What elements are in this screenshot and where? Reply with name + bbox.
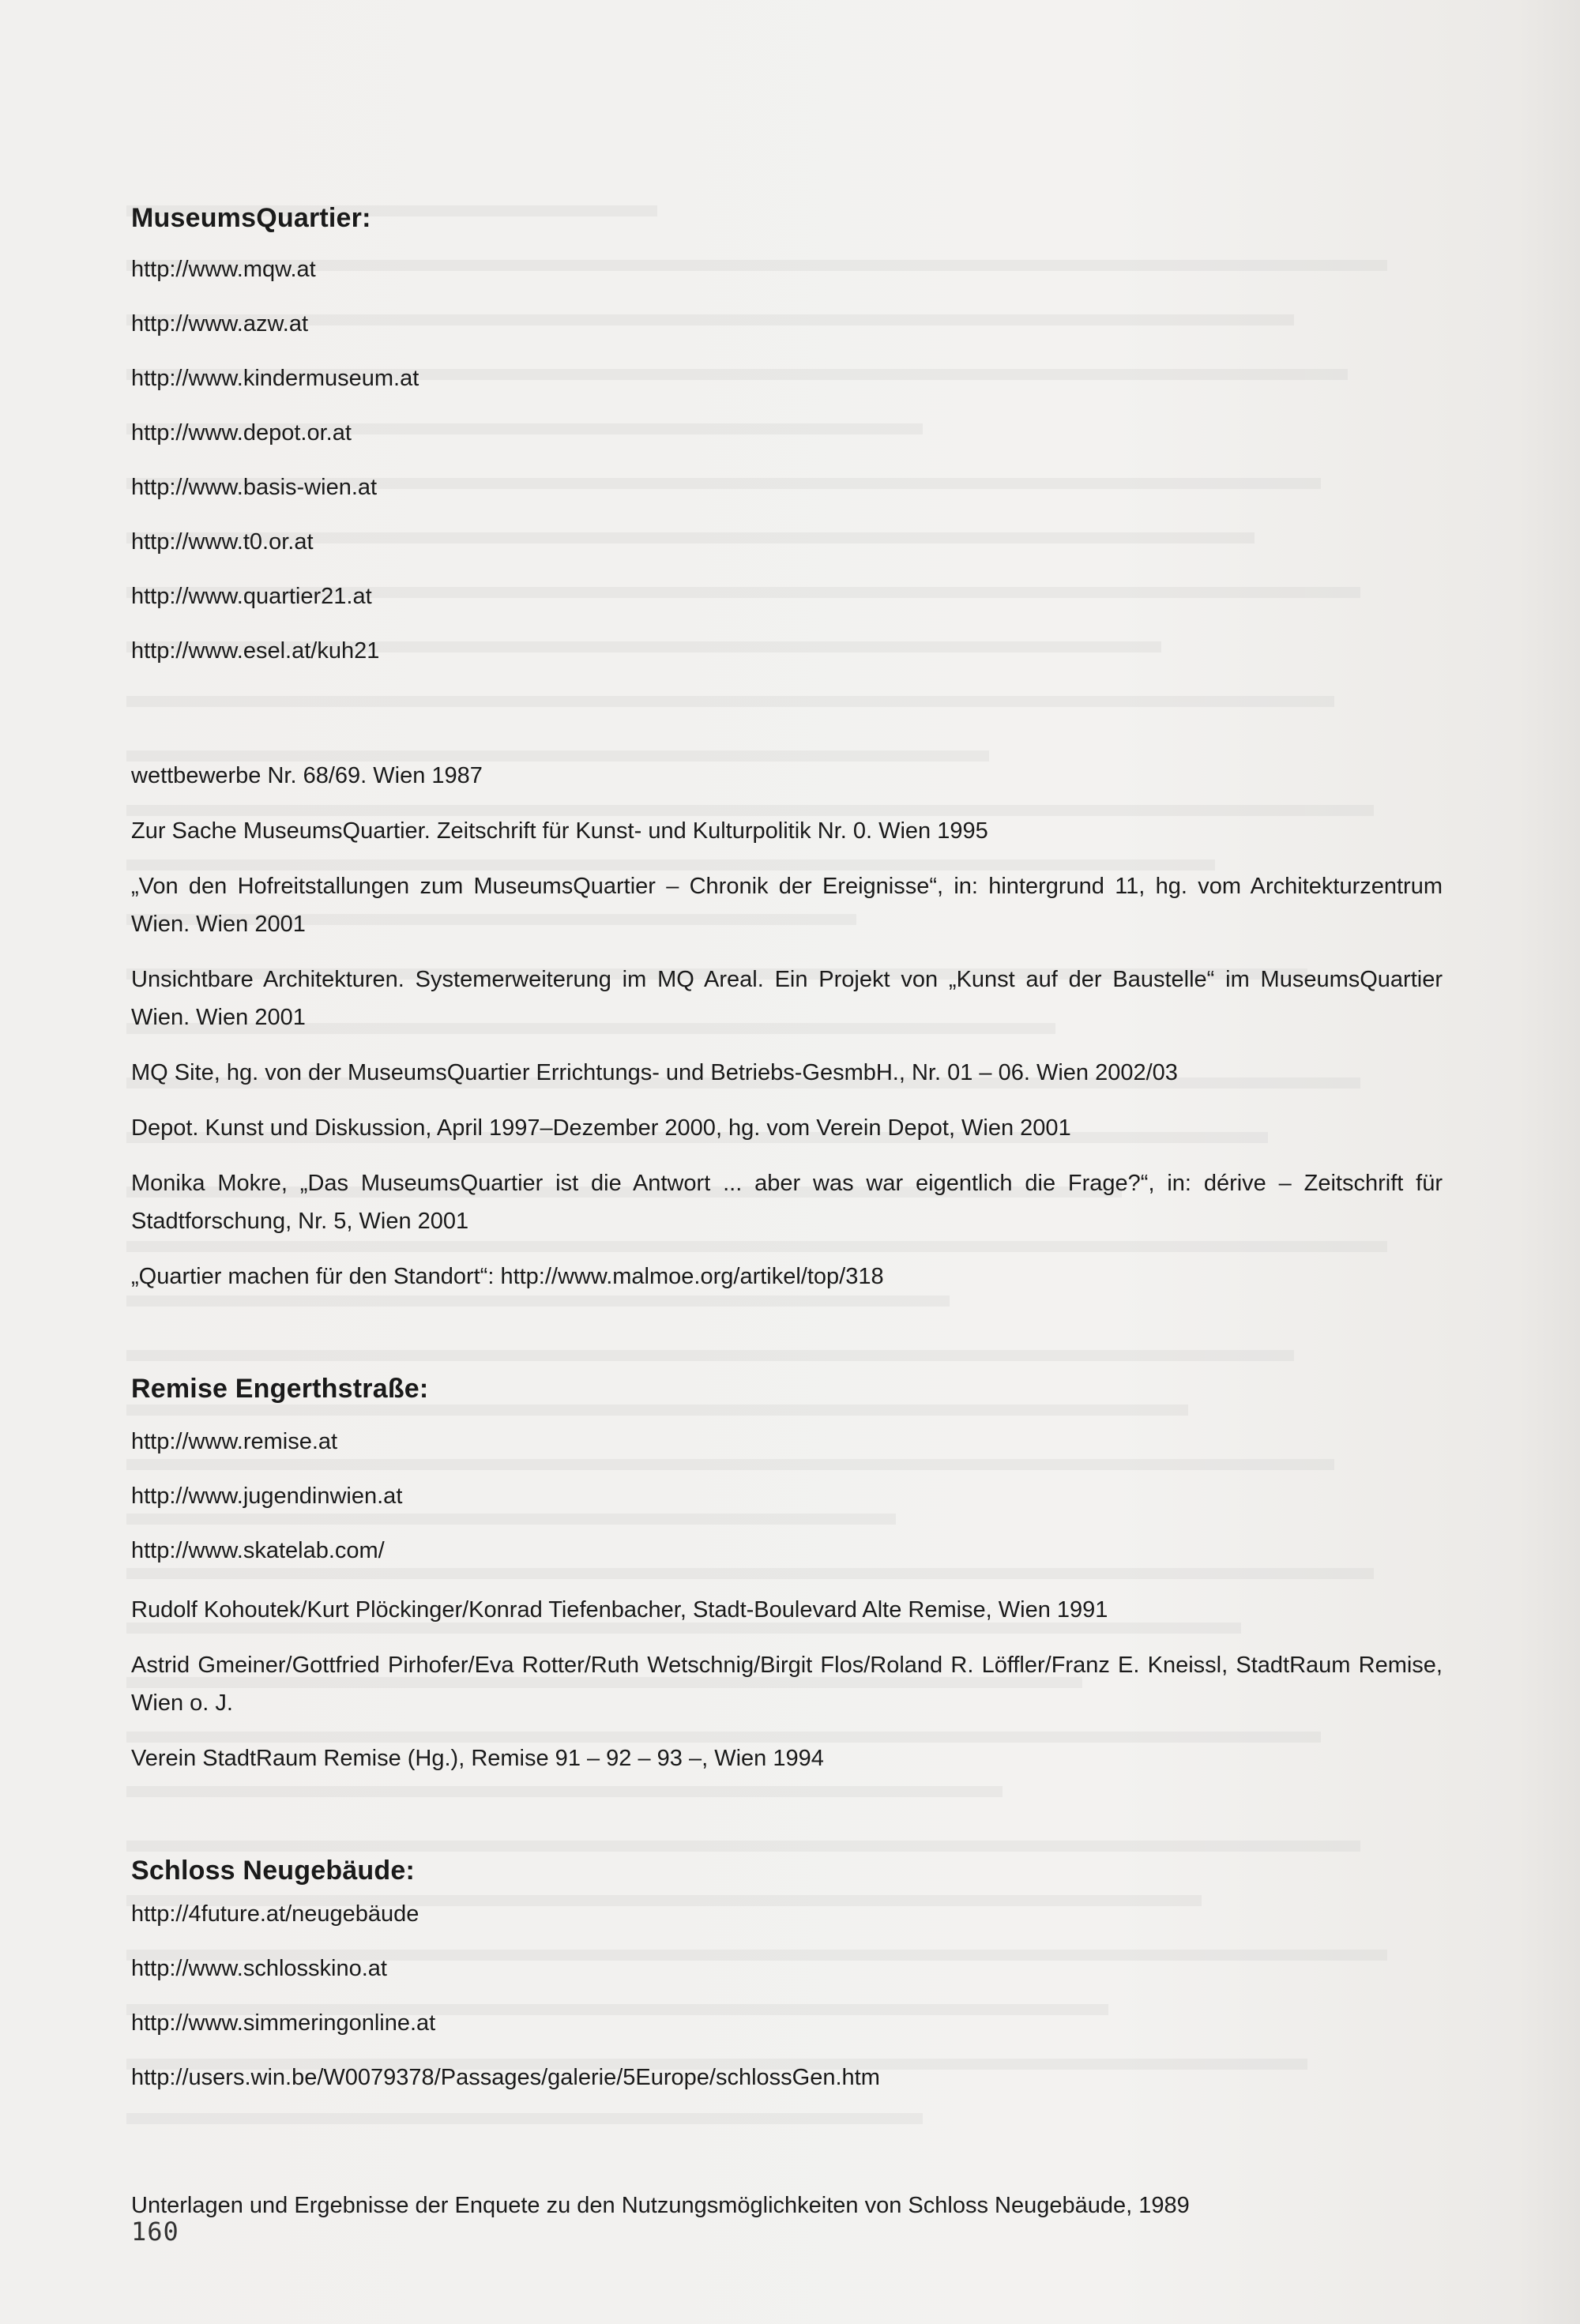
- link-text: http://www.simmeringonline.at: [131, 2010, 436, 2036]
- link-text: http://www.quartier21.at: [131, 584, 372, 609]
- link-text: http://users.win.be/W0079378/Passages/galerie/5Europe/schlossGen.htm: [131, 2065, 880, 2090]
- reference-entry: Monika Mokre, „Das MuseumsQuartier ist die Antwort ... aber was war eigentlich die Frage?“, in: dérive – Zeitschrift für Stadtforschung, Nr. 5, Wien 2001: [131, 1171, 1443, 1234]
- section-remise-engerthstrasse: [131, 1372, 1443, 1795]
- link-text: http://www.schlosskino.at: [131, 1956, 387, 1981]
- reference-entry: Unterlagen und Ergebnisse der Enquete zu den Nutzungsmöglichkeiten von Schloss Neugebäude, 1989: [131, 2193, 1190, 2218]
- link-text: http://www.depot.or.at: [131, 420, 352, 446]
- section-heading: Remise Engerthstraße:: [131, 1374, 429, 1404]
- section-museumsquartier: [131, 201, 1443, 691]
- link-text: http://www.skatelab.com/: [131, 1538, 385, 1563]
- link-text: http://www.mqw.at: [131, 257, 316, 282]
- reference-entry: Unsichtbare Architekturen. Systemerweiterung im MQ Areal. Ein Projekt von „Kunst auf der Baustelle“ im MuseumsQuartier Wien. Wien 2001: [131, 967, 1443, 1030]
- link-text: http://4future.at/neugebäude: [131, 1901, 419, 1927]
- reference-entry: wettbewerbe Nr. 68/69. Wien 1987: [131, 763, 483, 788]
- reference-entry: Depot. Kunst und Diskussion, April 1997–Dezember 2000, hg. vom Verein Depot, Wien 2001: [131, 1115, 1071, 1141]
- section-heading: MuseumsQuartier:: [131, 203, 371, 233]
- reference-entry: Rudolf Kohoutek/Kurt Plöckinger/Konrad Tiefenbacher, Stadt-Boulevard Alte Remise, Wien 1991: [131, 1597, 1108, 1623]
- reference-entry: MQ Site, hg. von der MuseumsQuartier Errichtungs- und Betriebs-GesmbH., Nr. 01 – 06. Wien 2002/03: [131, 1060, 1178, 1085]
- page-number: 160: [131, 2217, 179, 2247]
- link-text: http://www.jugendinwien.at: [131, 1484, 403, 1509]
- link-text: http://www.azw.at: [131, 311, 309, 337]
- link-text: http://www.remise.at: [131, 1429, 338, 1454]
- link-text: http://www.basis-wien.at: [131, 475, 378, 500]
- section-museumsquartier-references: [131, 757, 1443, 1313]
- reference-entry: „Quartier machen für den Standort“: http://www.malmoe.org/artikel/top/318: [131, 1264, 884, 1289]
- link-text: http://www.esel.at/kuh21: [131, 638, 380, 664]
- section-schloss-neugebaeude-references: [131, 2187, 1443, 2242]
- reference-entry: „Von den Hofreitstallungen zum MuseumsQuartier – Chronik der Ereignisse“, in: hintergrund 11, hg. vom Architekturzentrum Wien. Wien 2001: [131, 874, 1443, 937]
- link-text: http://www.t0.or.at: [131, 529, 314, 555]
- reference-entry: Astrid Gmeiner/Gottfried Pirhofer/Eva Rotter/Ruth Wetschnig/Birgit Flos/Roland R. Löffler/Franz E. Kneissl, StadtRaum Remise, Wien o. J.: [131, 1653, 1443, 1716]
- section-schloss-neugebaeude: [131, 1854, 1443, 2118]
- section-heading: Schloss Neugebäude:: [131, 1856, 415, 1886]
- link-text: http://www.kindermuseum.at: [131, 366, 419, 391]
- reference-entry: Verein StadtRaum Remise (Hg.), Remise 91 – 92 – 93 –, Wien 1994: [131, 1746, 824, 1771]
- reference-entry: Zur Sache MuseumsQuartier. Zeitschrift für Kunst- und Kulturpolitik Nr. 0. Wien 1995: [131, 818, 988, 844]
